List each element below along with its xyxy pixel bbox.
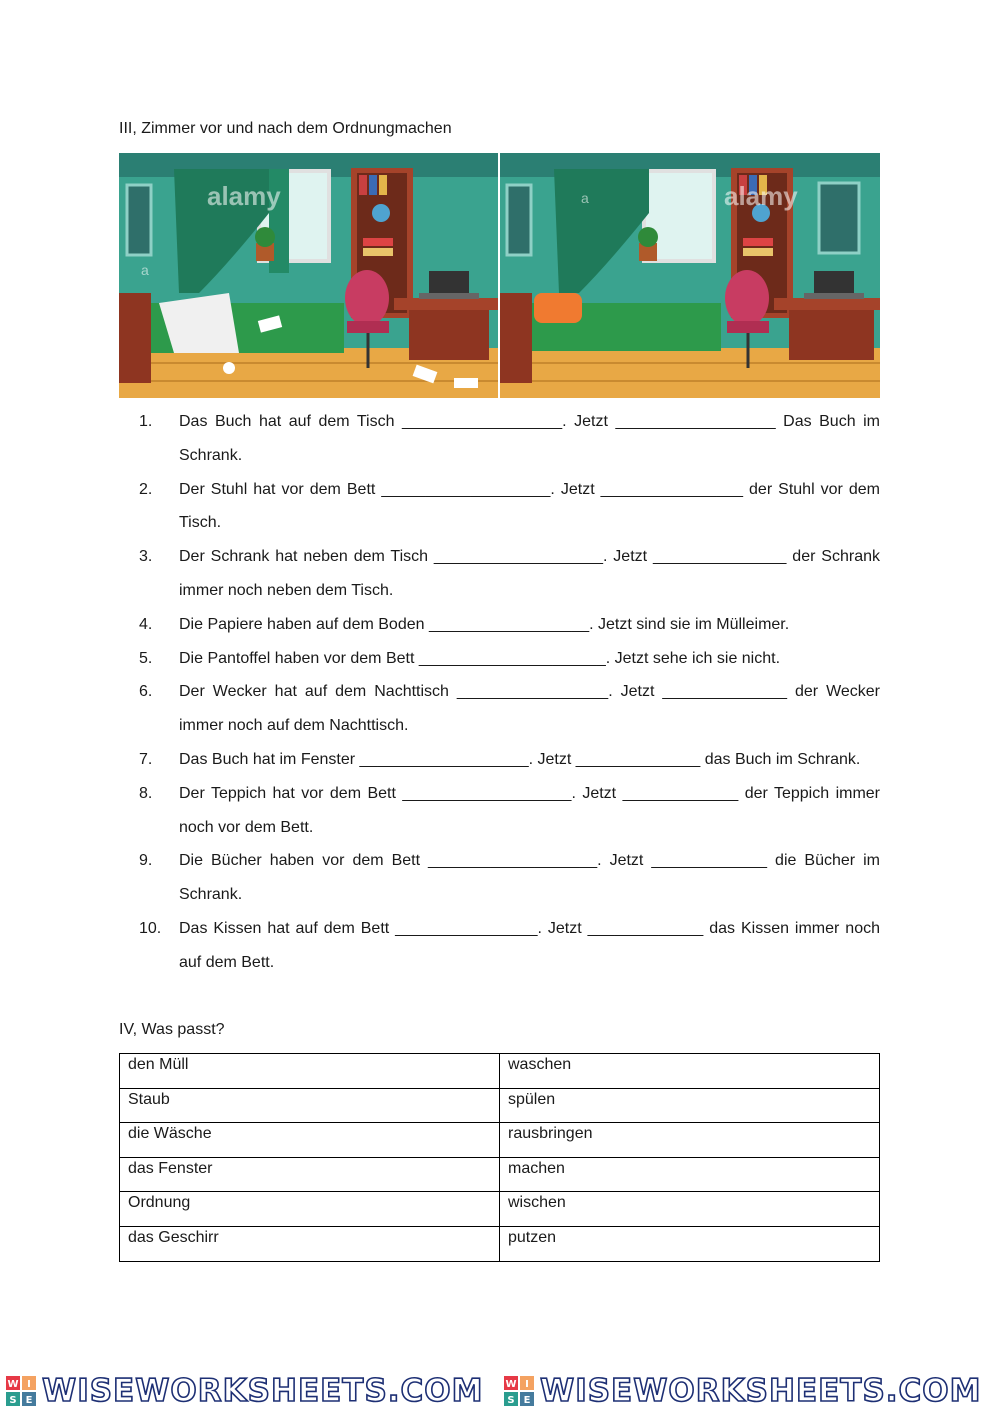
item-text: Die Bücher haben vor dem Bett ___________________. Jetzt _____________ die Bücher im Schrank. — [179, 852, 880, 904]
matching-table — [119, 1053, 880, 1262]
watermark-small-left: a — [141, 262, 149, 278]
noun-cell: Ordnung — [120, 1192, 500, 1227]
table-row — [120, 1157, 880, 1192]
exercise-item — [119, 777, 880, 845]
item-text: Das Kissen hat auf dem Bett ________________. Jetzt _____________ das Kissen immer noch auf dem Bett. — [179, 919, 880, 971]
item-text: Der Teppich hat vor dem Bett ___________________. Jetzt _____________ der Teppich immer noch vor dem Bett. — [179, 784, 880, 836]
table-row — [120, 1192, 880, 1227]
noun-cell: den Müll — [120, 1054, 500, 1089]
brand-wordmark — [6, 1374, 484, 1408]
item-text: Das Buch hat im Fenster ___________________. Jetzt ______________ das Buch im Schrank. — [179, 750, 861, 768]
item-number: 3. — [139, 548, 153, 566]
verb-cell: spülen — [500, 1088, 880, 1123]
item-text: Die Pantoffel haben vor dem Bett _____________________. Jetzt sehe ich sie nicht. — [179, 649, 781, 667]
logo-letter: E — [523, 1395, 531, 1406]
verb-cell: waschen — [500, 1054, 880, 1089]
item-text: Die Papiere haben auf dem Boden __________________. Jetzt sind sie im Mülleimer. — [179, 615, 790, 633]
watermark-right: alamy — [724, 181, 798, 211]
noun-cell: das Geschirr — [120, 1226, 500, 1261]
item-text: Der Wecker hat auf dem Nachttisch _________________. Jetzt ______________ der Wecker immer noch auf dem Nachttisch. — [179, 683, 880, 735]
watermark-left: alamy — [207, 181, 281, 211]
room-illustration — [119, 153, 880, 398]
verb-cell: machen — [500, 1157, 880, 1192]
exercise-item — [119, 844, 880, 912]
logo-letter: I — [27, 1379, 31, 1390]
exercise-item — [119, 540, 880, 608]
item-number: 8. — [139, 784, 153, 802]
watermark-small-right: a — [581, 190, 589, 206]
logo-letter: W — [7, 1379, 19, 1390]
logo-letter: W — [505, 1379, 517, 1390]
footer-brand-bar — [0, 1372, 1000, 1413]
brand-logo-icon — [504, 1376, 534, 1406]
logo-letter: S — [507, 1395, 515, 1406]
item-number: 7. — [139, 750, 153, 768]
item-text: Der Stuhl hat vor dem Bett ___________________. Jetzt ________________ der Stuhl vor dem Tisch. — [179, 480, 880, 532]
noun-cell: das Fenster — [120, 1157, 500, 1192]
exercise-item — [119, 642, 880, 676]
exercise-item — [119, 473, 880, 541]
noun-cell: die Wäsche — [120, 1123, 500, 1158]
item-text: Das Buch hat auf dem Tisch __________________. Jetzt __________________ Das Buch im Schrank. — [179, 413, 880, 464]
exercise-item — [119, 405, 880, 473]
brand-text: WISEWORKSHEETS.COM — [540, 1373, 982, 1409]
exercise-item — [119, 675, 880, 743]
section-3-title: III, Zimmer vor und nach dem Ordnungmachen — [119, 120, 452, 137]
tidy-room-image — [500, 153, 880, 398]
brand-logo-icon — [6, 1376, 36, 1406]
item-number: 1. — [139, 413, 153, 430]
logo-letter: S — [9, 1395, 17, 1406]
item-number: 4. — [139, 615, 153, 633]
verb-cell: wischen — [500, 1192, 880, 1227]
brand-wordmark — [504, 1374, 982, 1408]
item-number: 2. — [139, 480, 153, 498]
verb-cell: rausbringen — [500, 1123, 880, 1158]
verb-cell: putzen — [500, 1226, 880, 1261]
table-row — [120, 1088, 880, 1123]
logo-letter: I — [525, 1379, 529, 1390]
messy-room-image — [119, 153, 498, 398]
table-row — [120, 1054, 880, 1089]
section-4-title: IV, Was passt? — [119, 1021, 225, 1038]
logo-letter: E — [25, 1395, 33, 1406]
item-number: 6. — [139, 683, 153, 701]
item-number: 5. — [139, 649, 153, 667]
exercise-item — [119, 743, 880, 777]
table-row — [120, 1123, 880, 1158]
noun-cell: Staub — [120, 1088, 500, 1123]
exercise-item — [119, 912, 880, 980]
table-row — [120, 1226, 880, 1261]
item-number: 9. — [139, 852, 153, 870]
item-text: Der Schrank hat neben dem Tisch ___________________. Jetzt _______________ der Schrank immer noch neben dem Tisch. — [179, 548, 880, 599]
exercise-item — [119, 608, 880, 642]
brand-text: WISEWORKSHEETS.COM — [42, 1373, 484, 1409]
exercise-list — [119, 405, 880, 980]
item-number: 10. — [139, 919, 162, 937]
